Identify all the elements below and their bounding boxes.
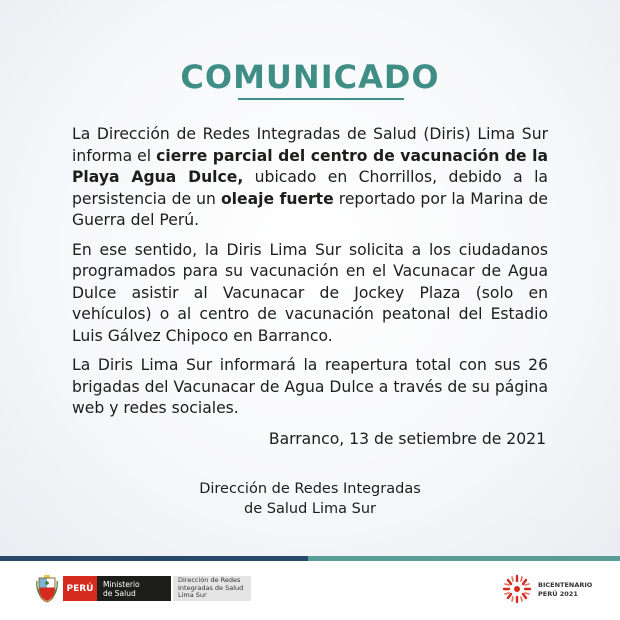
coat-of-arms-icon (36, 575, 58, 603)
announcement-body (72, 124, 548, 428)
diris-line-2: Integradas de Salud (178, 583, 244, 592)
peru-logo: PERÚ (63, 576, 97, 601)
diris-line-1: Dirección de Redes (178, 576, 241, 585)
bicentenario-emblem-icon (500, 572, 534, 606)
bicentenario-line-1: BICENTENARIO (538, 581, 593, 589)
paragraph-1-text-c: ubicado en Chorrillos, debido a la persistencia de un (72, 168, 548, 208)
signature (0, 479, 620, 519)
bicentenario-logo-text (538, 581, 592, 598)
paragraph-1-text-a: La Dirección de Redes Integradas de Salud (Diris) Lima Sur informa el (72, 125, 548, 165)
paragraph-1-bold-closure: cierre parcial del centro de vacunación de la Playa Agua Dulce, (72, 146, 548, 186)
signature-line-2: de Salud Lima Sur (244, 501, 376, 517)
diris-line-3: Lima Sur (178, 591, 207, 600)
paragraph-3: La Diris Lima Sur informará la reapertura total con sus 26 brigadas del Vacunacar de Agua Dulce a través de su página web y redes sociales. (72, 356, 548, 417)
title-underline (238, 98, 404, 100)
ministry-line-1: Ministerio (103, 579, 140, 589)
bicentenario-line-2: PERÚ 2021 (538, 589, 578, 598)
date-line: Barranco, 13 de setiembre de 2021 (268, 430, 546, 448)
paragraph-1-bold-waves: oleaje fuerte (220, 189, 334, 208)
paragraph-2: En ese sentido, la Diris Lima Sur solicita a los ciudadanos programados para su vacunación en el Vacunacar de Agua Dulce asistir al Vacunacar de Jockey Plaza (solo en vehículos) o al centro de vacunación peatonal del Estadio Luis Gálvez Chipoco en Barranco. (72, 240, 548, 345)
signature-line-1: Dirección de Redes Integradas (199, 481, 421, 497)
diris-logo (173, 576, 251, 601)
paragraph-1 (72, 124, 548, 232)
paragraph-1-text-e: reportado por la Marina de Guerra del Perú. (72, 189, 548, 229)
footer (0, 561, 620, 620)
ministry-line-2: de Salud (103, 588, 136, 598)
ministry-logo (97, 576, 171, 601)
page-title: COMUNICADO (180, 58, 440, 96)
